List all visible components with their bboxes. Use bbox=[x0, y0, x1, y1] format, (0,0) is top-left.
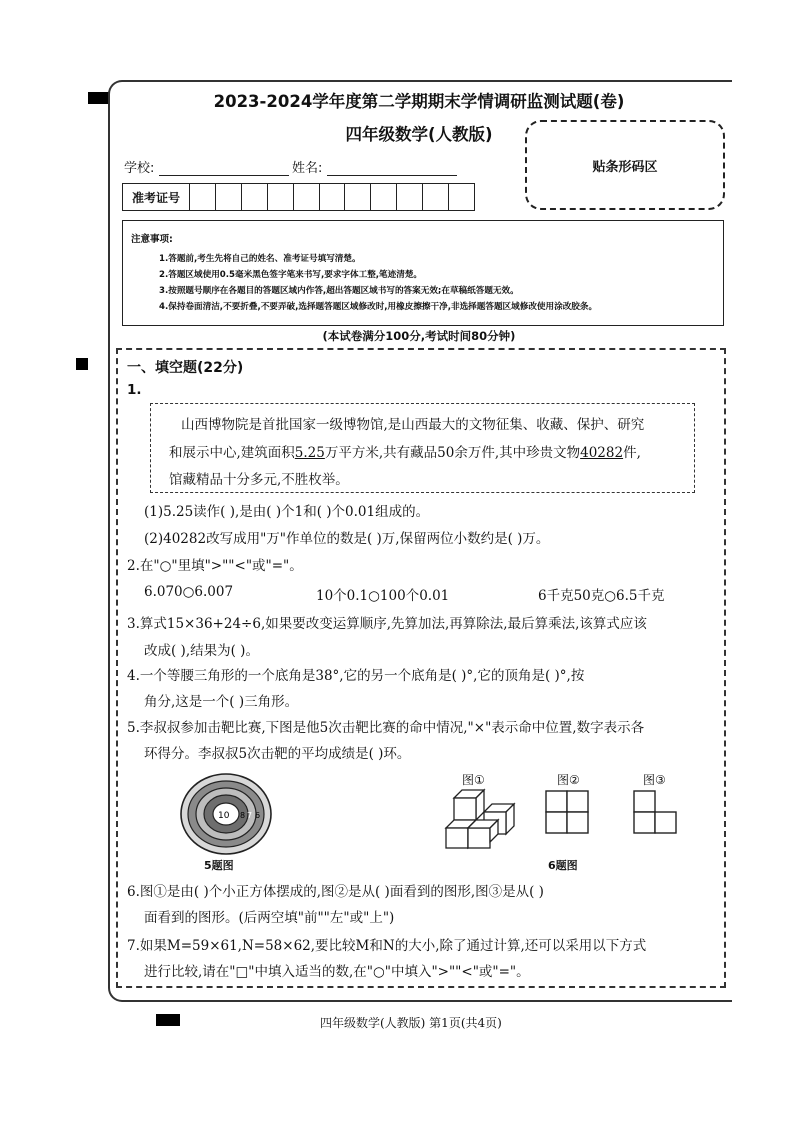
exam-id-cell[interactable] bbox=[242, 184, 268, 210]
figure-1-cubes bbox=[440, 786, 520, 850]
question-2: 2.在"○"里填">""<"或"="。 bbox=[127, 558, 303, 574]
figure-5-caption: 5题图 bbox=[204, 859, 234, 872]
figure-2-view bbox=[545, 790, 589, 834]
exam-id-cell[interactable] bbox=[397, 184, 423, 210]
notice-box bbox=[122, 220, 724, 326]
name-label: 姓名: bbox=[292, 161, 323, 176]
figure-3-view bbox=[633, 790, 677, 834]
notice-item: 4.保持卷面清洁,不要折叠,不要弄破,选择题答题区域修改时,用橡皮擦擦干净,非选择题答题区域修改使用涂改胶条。 bbox=[159, 302, 598, 312]
barcode-label: 贴条形码区 bbox=[592, 159, 658, 175]
figure-3-label: 图③ bbox=[643, 773, 666, 787]
question-2-b: 10个0.1○100个0.01 bbox=[316, 588, 450, 604]
registration-mark-top bbox=[88, 92, 110, 104]
passage-area-value: 5.25 bbox=[294, 445, 325, 461]
exam-id-cell[interactable] bbox=[268, 184, 294, 210]
question-7-line-1: 7.如果M=59×61,N=58×62,要比较M和N的大小,除了通过计算,还可以采用以下方式 bbox=[127, 938, 647, 954]
passage-text: 件, bbox=[623, 445, 641, 461]
registration-mark-bottom bbox=[156, 1014, 180, 1026]
figure-2-label: 图② bbox=[557, 773, 580, 787]
passage-line: 山西博物院是首批国家一级博物馆,是山西最大的文物征集、收藏、保护、研究 bbox=[181, 417, 645, 433]
passage-box bbox=[150, 403, 695, 493]
exam-id-cell[interactable] bbox=[190, 184, 216, 210]
question-5-line-1: 5.李叔叔参加击靶比赛,下图是他5次击靶比赛的命中情况,"×"表示命中位置,数字表示各 bbox=[127, 720, 645, 736]
notice-item: 2.答题区域使用0.5毫米黑色签字笔来书写,要求字体工整,笔迹清楚。 bbox=[159, 270, 423, 280]
question-4-line-2: 角分,这是一个( )三角形。 bbox=[144, 694, 299, 710]
name-blank[interactable] bbox=[327, 161, 457, 176]
target-number: 10 bbox=[218, 811, 230, 821]
question-2-a: 6.070○6.007 bbox=[144, 584, 234, 600]
question-1-1: (1)5.25读作( ),是由( )个1和( )个0.01组成的。 bbox=[144, 504, 430, 520]
passage-line: 馆藏精品十分多元,不胜枚举。 bbox=[169, 472, 349, 488]
question-1-number: 1. bbox=[127, 382, 142, 398]
target-number: 9 bbox=[233, 811, 239, 820]
exam-subtitle: 四年级数学(人教版) bbox=[345, 125, 493, 144]
target-figure bbox=[180, 773, 272, 855]
page-footer: 四年级数学(人教版) 第1页(共4页) bbox=[320, 1016, 502, 1030]
passage-text: 万平方米,共有藏品50余万件,其中珍贵文物 bbox=[324, 445, 581, 461]
notice-title: 注意事项: bbox=[131, 234, 173, 245]
barcode-area bbox=[525, 120, 725, 210]
exam-id-cell[interactable] bbox=[371, 184, 397, 210]
question-3-line-2: 改成( ),结果为( )。 bbox=[144, 643, 259, 659]
question-5-line-2: 环得分。李叔叔5次击靶的平均成绩是( )环。 bbox=[144, 746, 411, 762]
question-6-line-1: 6.图①是由( )个小正方体摆成的,图②是从( )面看到的图形,图③是从( ) bbox=[127, 884, 544, 900]
question-7-line-2: 进行比较,请在"□"中填入适当的数,在"○"中填入">""<"或"="。 bbox=[144, 964, 530, 980]
name-field[interactable] bbox=[292, 157, 457, 176]
exam-id-cell[interactable] bbox=[216, 184, 242, 210]
score-time-note: (本试卷满分100分,考试时间80分钟) bbox=[322, 329, 516, 343]
target-number: 8 bbox=[240, 811, 246, 820]
exam-id-cell[interactable] bbox=[345, 184, 371, 210]
notice-item: 1.答题前,考生先将自己的姓名、准考证号填写清楚。 bbox=[159, 254, 361, 264]
exam-id-cell[interactable] bbox=[449, 184, 474, 210]
passage-relics-value: 40282 bbox=[580, 445, 624, 461]
notice-item: 3.按照题号顺序在各题目的答题区域内作答,超出答题区域书写的答案无效;在草稿纸答题无效。 bbox=[159, 286, 519, 296]
exam-id-label: 准考证号 bbox=[123, 184, 190, 210]
question-6-line-2: 面看到的图形。(后两空填"前""左"或"上") bbox=[144, 910, 395, 926]
exam-id-grid bbox=[122, 183, 475, 211]
school-blank[interactable] bbox=[159, 161, 289, 176]
exam-id-cell[interactable] bbox=[423, 184, 449, 210]
figure-6-caption: 6题图 bbox=[548, 859, 578, 872]
question-4-line-1: 4.一个等腰三角形的一个底角是38°,它的另一个底角是( )°,它的顶角是( )°,按 bbox=[127, 668, 585, 684]
passage-line bbox=[169, 441, 641, 461]
question-1-2: (2)40282改写成用"万"作单位的数是( )万,保留两位小数约是( )万。 bbox=[144, 531, 550, 547]
exam-id-cell[interactable] bbox=[294, 184, 320, 210]
exam-title: 2023-2024学年度第二学期期末学情调研监测试题(卷) bbox=[213, 92, 625, 111]
section-heading: 一、填空题(22分) bbox=[127, 360, 244, 376]
target-number: 7 bbox=[247, 811, 253, 820]
question-2-c: 6千克50克○6.5千克 bbox=[538, 588, 665, 604]
figure-1-label: 图① bbox=[462, 773, 485, 787]
exam-id-cell[interactable] bbox=[320, 184, 346, 210]
question-3-line-1: 3.算式15×36+24÷6,如果要改变运算顺序,先算加法,再算除法,最后算乘法,该算式应该 bbox=[127, 616, 647, 632]
registration-mark-middle bbox=[76, 358, 88, 370]
target-number: 6 bbox=[255, 811, 261, 820]
passage-text: 和展示中心,建筑面积 bbox=[169, 445, 295, 461]
school-label: 学校: bbox=[124, 161, 155, 176]
school-field[interactable] bbox=[124, 157, 289, 176]
